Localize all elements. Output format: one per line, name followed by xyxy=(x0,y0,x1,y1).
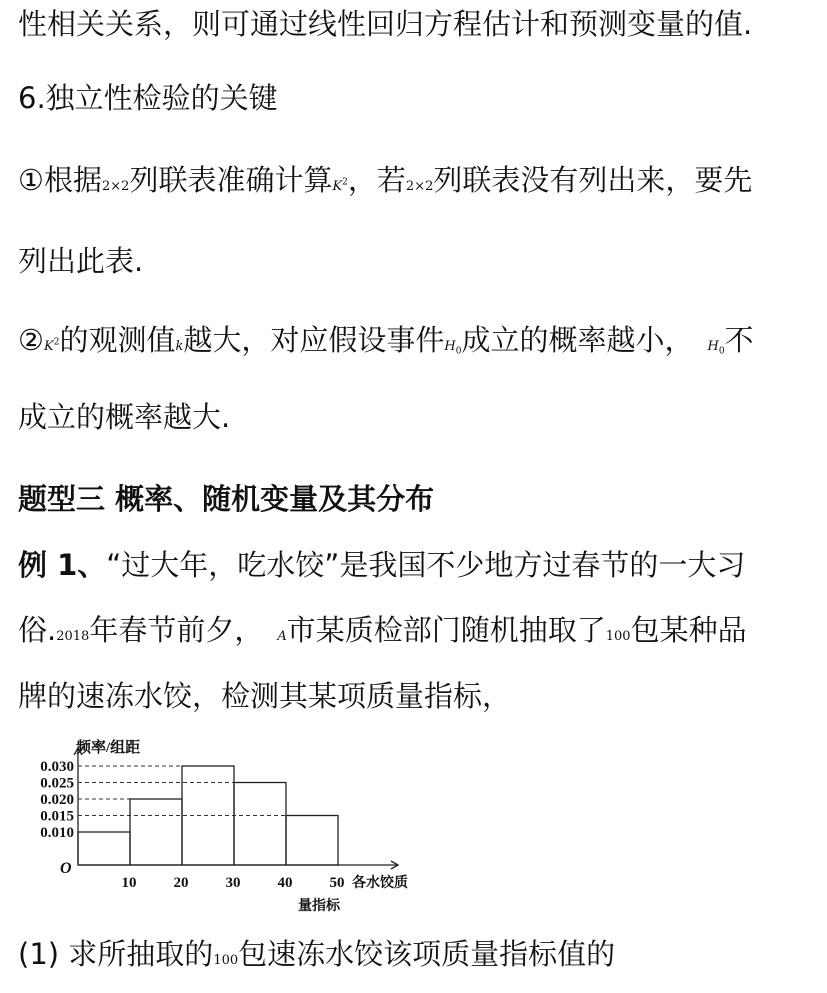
math-symbol: H xyxy=(707,339,719,354)
math-h0 xyxy=(707,339,725,357)
text-line-9 xyxy=(18,610,747,657)
paragraph-text: 列联表没有列出来，要先 xyxy=(433,163,753,197)
paragraph-text: 列出此表. xyxy=(18,244,144,278)
text-line-7 xyxy=(18,479,434,519)
paragraph-text: 列联表准确计算 xyxy=(129,163,333,197)
example-label: 例 1、 xyxy=(18,548,107,582)
paragraph-text: 的观测值 xyxy=(59,323,176,357)
math-superscript: 2 xyxy=(342,177,348,188)
question-text: (1) 求所抽取的 xyxy=(18,937,214,971)
paragraph-text: 俗. xyxy=(18,613,57,647)
x-tick-label: 30 xyxy=(225,875,241,891)
histogram-bar xyxy=(130,799,182,865)
math-2x2: 2×2 xyxy=(102,179,130,194)
y-tick-label: 0.020 xyxy=(40,792,74,808)
math-h0 xyxy=(444,339,462,357)
math-k-squared xyxy=(44,339,59,354)
y-tick-label: 0.010 xyxy=(40,825,74,841)
x-tick-label: 10 xyxy=(121,875,137,891)
text-line-1 xyxy=(18,4,752,44)
frequency-histogram xyxy=(18,735,408,914)
paragraph-text: 市某质检部门随机抽取了 xyxy=(286,613,606,647)
math-symbol: H xyxy=(444,339,456,354)
paragraph-text: 成立的概率越小， xyxy=(461,323,694,357)
math-symbol: A xyxy=(277,629,287,644)
math-k-squared xyxy=(332,179,347,194)
x-tick-label: 20 xyxy=(173,875,189,891)
math-100: 100 xyxy=(213,953,239,968)
paragraph-text: 不 xyxy=(724,323,754,357)
math-subscript: 0 xyxy=(455,346,462,357)
math-year: 2018 xyxy=(56,629,90,644)
math-superscript: 2 xyxy=(53,337,60,348)
math-100: 100 xyxy=(605,629,631,644)
text-line-3 xyxy=(18,160,752,207)
x-axis-label-line1: 各水饺质 xyxy=(352,876,408,891)
math-symbol: k xyxy=(175,339,184,354)
text-line-4 xyxy=(18,241,143,281)
y-tick-label: 0.025 xyxy=(40,775,74,792)
section-title: 题型三 概率、随机变量及其分布 xyxy=(18,482,435,516)
y-tick-label: 0.015 xyxy=(40,808,74,825)
paragraph-text: 性相关关系，则可通过线性回归方程估计和预测变量的值. xyxy=(18,7,753,41)
math-symbol: K xyxy=(44,339,54,354)
y-axis-label: 频率/组距 xyxy=(76,740,141,756)
histogram-bar xyxy=(78,832,130,865)
paragraph-text: ①根据 xyxy=(18,163,102,197)
histogram-bar xyxy=(286,816,338,866)
text-line-6 xyxy=(18,397,230,437)
paragraph-text: ，若 xyxy=(347,163,406,197)
math-2x2: 2×2 xyxy=(405,179,434,194)
paragraph-text: 牌的速冻水饺，检测其某项质量指标， xyxy=(18,679,512,713)
text-line-10 xyxy=(18,676,511,716)
section-heading: 6.独立性检验的关键 xyxy=(18,81,278,115)
text-line-8 xyxy=(18,545,745,585)
paragraph-text: 年春节前夕， xyxy=(89,613,264,647)
x-tick-label: 40 xyxy=(277,875,293,891)
x-axis-label-line2: 量指标 xyxy=(298,899,340,914)
paragraph-text: 包某种品 xyxy=(630,613,747,647)
paragraph-text: “过大年，吃水饺”是我国不少地方过春节的一大习 xyxy=(106,548,746,582)
text-line-5 xyxy=(18,320,754,372)
origin-label: O xyxy=(60,860,72,877)
paragraph-text: 越大，对应假设事件 xyxy=(183,323,445,357)
histogram-bar xyxy=(234,783,286,866)
paragraph-text: 成立的概率越大. xyxy=(18,400,231,434)
math-subscript: 0 xyxy=(718,346,725,357)
text-line-11 xyxy=(18,934,615,981)
x-tick-label: 50 xyxy=(329,875,345,891)
math-symbol: K xyxy=(332,179,343,194)
question-text: 包速冻水饺该项质量指标值的 xyxy=(238,937,616,971)
paragraph-text: ② xyxy=(18,323,44,357)
y-tick-label: 0.030 xyxy=(40,759,74,775)
text-line-2 xyxy=(18,78,278,118)
math-a xyxy=(277,629,286,644)
